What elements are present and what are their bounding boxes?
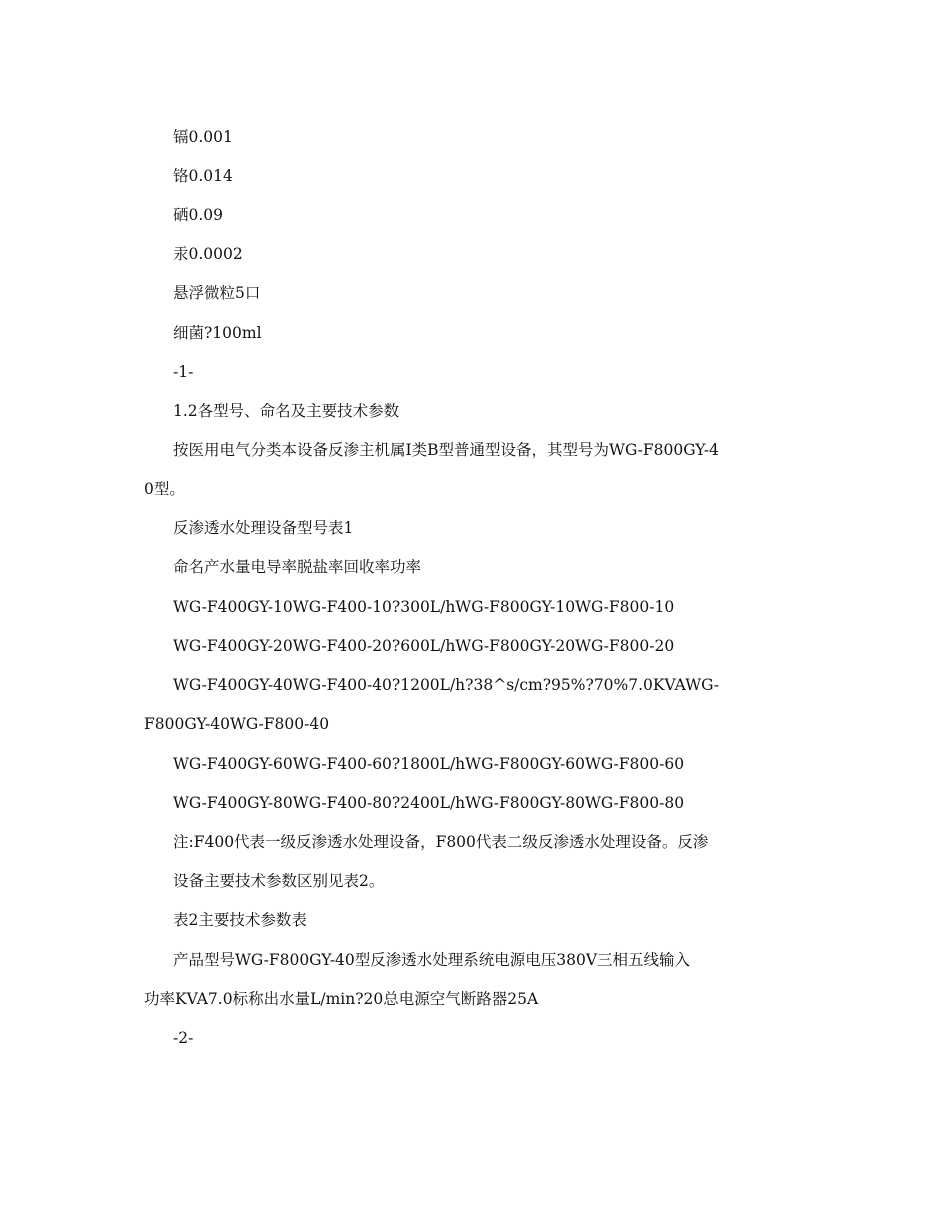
table-row: WG-F400GY-80WG-F400-80?2400L/hWG-F800GY-80WG-F800-80 xyxy=(173,794,685,812)
text-line-suspended-particles: 悬浮微粒5口 xyxy=(173,284,261,302)
table-row: WG-F400GY-10WG-F400-10?300L/hWG-F800GY-10WG-F800-10 xyxy=(173,598,675,616)
table-row: WG-F400GY-20WG-F400-20?600L/hWG-F800GY-20WG-F800-20 xyxy=(173,637,675,655)
text-line-mercury: 汞0.0002 xyxy=(173,245,243,263)
page-number-2: -2- xyxy=(173,1029,194,1047)
text-line-selenium: 硒0.09 xyxy=(173,206,224,224)
table-row-continued: F800GY-40WG-F800-40 xyxy=(144,715,330,733)
text-line-chromium: 铬0.014 xyxy=(173,167,233,185)
paragraph-line-continued: 0型。 xyxy=(144,480,185,498)
page-number-1: -1- xyxy=(173,363,194,381)
section-heading: 1.2各型号、命名及主要技术参数 xyxy=(173,402,400,420)
table-title-1: 反渗透水处理设备型号表1 xyxy=(173,519,354,537)
table-row: WG-F400GY-60WG-F400-60?1800L/hWG-F800GY-60WG-F800-60 xyxy=(173,755,685,773)
text-line-bacteria: 细菌?100ml xyxy=(173,324,262,342)
paragraph-line: 按医用电气分类本设备反渗主机属I类B型普通型设备，其型号为WG-F800GY-4 xyxy=(173,441,719,459)
note-line-continued: 设备主要技术参数区别见表2。 xyxy=(173,872,385,890)
table-header: 命名产水量电导率脱盐率回收率功率 xyxy=(173,558,422,576)
text-line-cadmium: 镉0.001 xyxy=(173,128,233,146)
spec-line: 产品型号WG-F800GY-40型反渗透水处理系统电源电压380V三相五线输入 xyxy=(173,951,691,969)
spec-line-continued: 功率KVA7.0标称出水量L/min?20总电源空气断路器25A xyxy=(144,990,539,1008)
table-row: WG-F400GY-40WG-F400-40?1200L/h?38^s/cm?95%?70%7.0KVAWG- xyxy=(173,676,720,694)
note-line: 注:F400代表一级反渗透水处理设备，F800代表二级反渗透水处理设备。反渗 xyxy=(173,833,709,851)
table-title-2: 表2主要技术参数表 xyxy=(173,911,307,929)
